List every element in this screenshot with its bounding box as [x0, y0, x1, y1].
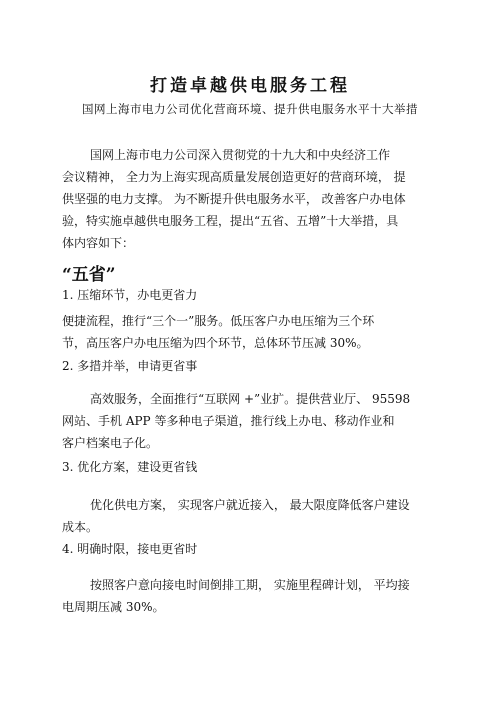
paragraph-line: 便捷流程，推行“三个一”服务。低压客户办电压缩为三个环 — [62, 314, 375, 328]
document-subtitle: 国网上海市电力公司优化营商环境、提升供电服务水平十大举措 — [82, 102, 418, 116]
item-paragraph — [62, 574, 410, 618]
paragraph-line: 验，特实施卓越供电服务工程，提出“五省、五增”十大举措，具 — [62, 214, 399, 228]
item-paragraph — [62, 494, 410, 538]
item-heading: 3. 优化方案，建设更省钱 — [62, 460, 198, 474]
section-title: “五省” — [62, 265, 116, 285]
paragraph-line: 会议精神， 全力为上海实现高质量发展创造更好的营商环境， 提 — [62, 170, 406, 184]
item-heading: 4. 明确时限，接电更省时 — [62, 542, 198, 556]
paragraph-line: 电周期压减 30%。 — [62, 600, 165, 614]
paragraph-line: 成本。 — [62, 520, 99, 534]
item-heading: 1. 压缩环节，办电更省力 — [62, 288, 198, 302]
item-heading: 2. 多措并举，申请更省事 — [62, 359, 198, 373]
paragraph-line: 高效服务，全面推行“互联网 +”业扩。提供营业厅、 95598 — [90, 392, 411, 406]
document-title: 打造卓越供电服务工程 — [150, 76, 350, 96]
paragraph-line: 优化供电方案， 实现客户就近接入， 最大限度降低客户建设 — [90, 498, 410, 512]
paragraph-line: 体内容如下： — [62, 236, 135, 250]
item-paragraph — [62, 388, 410, 454]
paragraph-line: 按照客户意向接电时间倒排工期， 实施里程碑计划， 平均接 — [90, 578, 410, 592]
paragraph-line: 国网上海市电力公司深入贯彻党的十九大和中央经济工作 — [90, 148, 391, 162]
paragraph-line: 网站、手机 APP 等多种电子渠道，推行线上办电、移动作业和 — [62, 414, 395, 428]
paragraph-line: 供坚强的电力支撑。 为不断提升供电服务水平， 改善客户办电体 — [62, 192, 406, 206]
paragraph-line: 客户档案电子化。 — [62, 436, 159, 450]
intro-paragraph — [62, 144, 406, 254]
paragraph-line: 节，高压客户办电压缩为四个环节，总体环节压减 30%。 — [62, 336, 369, 350]
item-paragraph — [62, 310, 374, 354]
